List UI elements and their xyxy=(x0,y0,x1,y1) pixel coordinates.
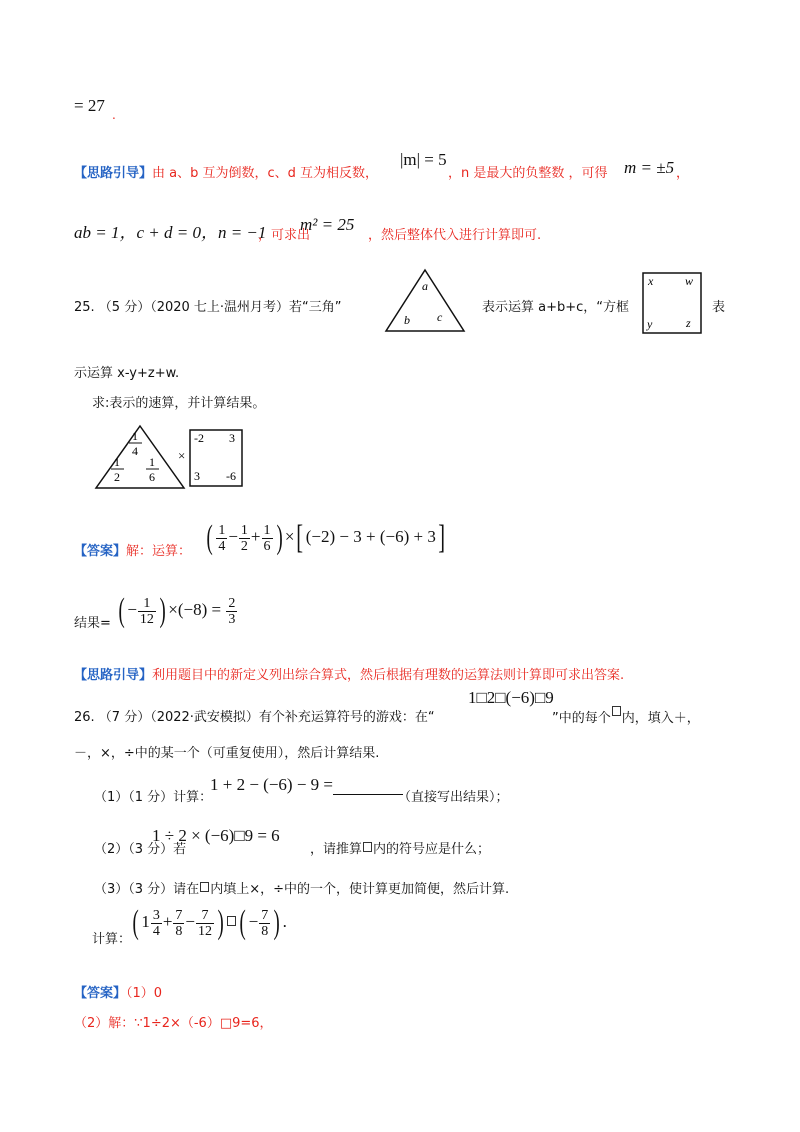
q26-line2: －，×，÷中的某一个（可重复使用），然后计算结果. xyxy=(74,746,380,761)
tri-label-b: b xyxy=(404,313,410,327)
tri2-num-top: 1 xyxy=(132,429,138,443)
answer-1-text: （1）0 xyxy=(126,986,163,1001)
hint-text: 由 a、b 互为倒数，c、d 互为相反数， xyxy=(152,166,379,181)
q25-figure-2 xyxy=(94,424,254,492)
q26-p3 xyxy=(94,878,509,897)
times-sign: × xyxy=(178,448,186,463)
hint-text-2: ，n 是最大的负整数 ，可得 xyxy=(448,166,608,181)
box2-top-right: 3 xyxy=(229,431,235,445)
q26-answer-1 xyxy=(74,982,162,1001)
answer-tag: 【答案】 xyxy=(74,544,127,559)
hint-text-q25: 利用题目中的新定义列出综合算式，然后根据有理数的运算法则计算即可求出答案. xyxy=(152,668,625,683)
q26-p2-label: （2）（3 分）若 xyxy=(94,842,187,857)
q25-answer-formula: ( $\frac{1}{4}$ − $\frac{1}{2}$ + $\frac{1}{6}$ ) ×[ (−2) − 3 + (−6) + 3] xyxy=(206,519,445,556)
answer-text: 解：运算： xyxy=(126,544,192,559)
square-symbol-2 xyxy=(363,842,372,852)
box-label-x: x xyxy=(648,274,654,288)
square-symbol xyxy=(612,706,621,716)
p2-tail-text: ，请推算 xyxy=(310,842,363,857)
tri2-num-right: 1 xyxy=(149,455,155,469)
box-figure xyxy=(642,272,702,334)
box2-bottom-right: -6 xyxy=(226,469,236,483)
q26-p1-tail: （直接写出结果）； xyxy=(398,790,509,805)
box-label-y: y xyxy=(647,317,653,331)
triangle-2-shape xyxy=(96,426,184,488)
hint-tag-2: 【思路引导】 xyxy=(74,668,153,683)
abs-m-formula: |m| = 5 xyxy=(400,150,447,169)
box2-top-left: -2 xyxy=(194,431,204,445)
q25-answer-label xyxy=(74,540,191,559)
q26-p2-formula: 1 ÷ 2 × (−6)□9 = 6 xyxy=(152,826,280,845)
box-label-w: w xyxy=(685,274,694,288)
q26-head2 xyxy=(552,706,700,726)
hint-text-4: ，然后整体代入进行计算即可. xyxy=(368,228,542,243)
calc-label: 计算： xyxy=(92,932,132,947)
q26-p2-tail xyxy=(310,838,490,857)
q25-line2: 示运算 x-y+z+w. xyxy=(74,366,180,381)
p1-expression: 1 + 2 − (−6) − 9 = xyxy=(210,775,334,794)
q26-expression: 1□2□(−6)□9 xyxy=(468,688,554,707)
tri2-den-top: 4 xyxy=(132,444,138,458)
result-label: 结果= xyxy=(74,616,111,631)
q25-hint xyxy=(74,664,624,683)
answer-tag-2: 【答案】 xyxy=(74,986,127,1001)
square-symbol-3 xyxy=(200,882,209,892)
p2-tail-text-2: 内的符号应是什么； xyxy=(373,842,491,857)
q26-p1-formula xyxy=(210,775,403,795)
q25-mid: 表示运算 a+b+c，“方框 xyxy=(482,300,630,315)
result-formula: ( − $\frac{1}{12}$ ) ×(−8) = $\frac{2}{3}$ xyxy=(118,592,236,629)
red-dot: . xyxy=(112,108,116,122)
p3-text: （3）（3 分）请在 xyxy=(94,882,200,897)
tri2-den-left: 2 xyxy=(114,470,120,484)
q26-answer-2: （2）解：∵1÷2×（-6）□9=6， xyxy=(74,1016,273,1031)
triangle-figure xyxy=(384,267,466,335)
answer-blank xyxy=(333,780,403,795)
m-squared-formula: m² = 25 xyxy=(300,215,355,234)
q26-head3-text: 内，填入＋， xyxy=(621,711,700,726)
q25-head: 25. （5 分）（2020 七上·温州月考）若“三角” xyxy=(74,300,342,315)
q26-calc-formula: ( 1 $\frac{3}{4}$ + $\frac{7}{8}$ − $\frac{7}{12}$ ) ( − $\frac{7}{8}$ ) . xyxy=(132,904,287,941)
tri2-den-right: 6 xyxy=(149,470,155,484)
tri-label-c: c xyxy=(437,310,443,324)
hint-1-line-1 xyxy=(74,162,378,181)
box2-bottom-left: 3 xyxy=(194,469,200,483)
q25-line3: 求:表示的速算，并计算结果。 xyxy=(92,396,266,411)
p3-text-2: 内填上×，÷中的一个，使计算更加简便，然后计算. xyxy=(210,882,510,897)
tri2-num-left: 1 xyxy=(114,455,120,469)
box-label-z: z xyxy=(686,316,691,330)
q25-tail: 表 xyxy=(712,300,726,315)
m-pm-formula: m = ±5 xyxy=(624,158,675,177)
hint-comma: ， xyxy=(676,166,690,181)
q26-p1-label: （1）（1 分）计算： xyxy=(94,790,213,805)
q26-head: 26. （7 分）（2022·武安模拟）有个补充运算符号的游戏：在“ xyxy=(74,710,435,725)
previous-result: = 27 xyxy=(74,96,105,115)
hint-text-3: ，可求出 xyxy=(258,228,311,243)
hint-tag: 【思路引导】 xyxy=(74,166,153,181)
hint-line2-formula: ab = 1，c + d = 0，n = −1 xyxy=(74,223,267,242)
q26-head2-text: ”中的每个 xyxy=(552,711,611,726)
tri-label-a: a xyxy=(422,279,428,293)
